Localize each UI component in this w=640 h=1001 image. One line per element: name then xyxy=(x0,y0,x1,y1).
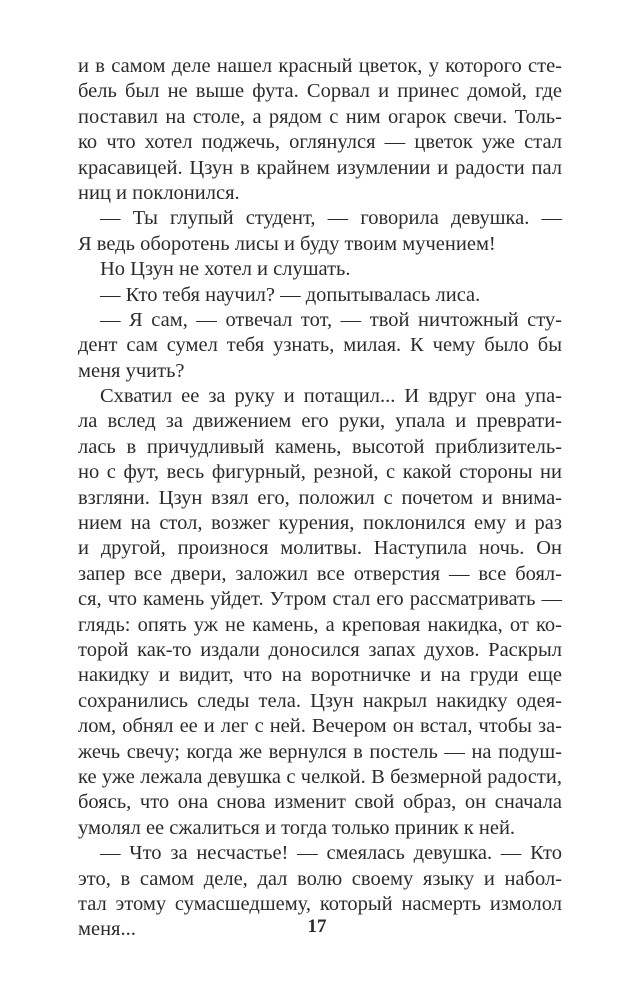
text-line: ке уже лежала девушка с челкой. В безмерной радости, xyxy=(78,765,562,788)
text-line: боясь, что она снова изменит свой образ, он сначала xyxy=(78,791,562,814)
text-line: — Ты глупый студент, — говорила девушка. — xyxy=(100,207,562,230)
page-number: 17 xyxy=(307,916,327,937)
text-line: запер все двери, заложил все отверстия — все боял- xyxy=(78,562,562,585)
text-line: поставил на столе, а рядом с ним огарок свечи. Толь- xyxy=(78,105,562,128)
text-line: но с фут, весь фигурный, резной, с какой стороны ни xyxy=(78,461,562,484)
text-line: жечь свечу; когда же вернулся в постель — на подуш- xyxy=(78,740,562,763)
text-line: это, в самом деле, дал волю своему языку и набол- xyxy=(78,867,562,890)
text-line: бель был не выше фута. Сорвал и принес домой, где xyxy=(78,80,562,103)
text-line: дент сам сумел тебя узнать, милая. К чему было бы xyxy=(78,334,562,357)
text-line: Но Цзун не хотел и слушать. xyxy=(100,258,351,281)
text-line: — Кто тебя научил? — допытывалась лиса. xyxy=(100,283,481,306)
text-line: красавицей. Цзун в крайнем изумлении и радости пал xyxy=(78,156,562,179)
text-line: тал этому сумасшедшему, который насмерть измолол xyxy=(78,892,562,915)
text-line: накидку и видит, что на воротничке и на груди еще xyxy=(78,664,562,687)
text-line: лась в причудливый камень, высотой приблизитель- xyxy=(78,435,562,458)
text-line: сохранились следы тела. Цзун накрыл накидку одея- xyxy=(78,689,562,712)
text-line: торой как-то издали доносился запах духов. Раскрыл xyxy=(78,638,562,661)
text-line: ся, что камень уйдет. Утром стал его рассматривать — xyxy=(78,588,562,611)
text-line: меня... xyxy=(78,918,136,941)
text-line: ко что хотел поджечь, оглянулся — цветок уже стал xyxy=(78,131,562,154)
text-line: лом, обнял ее и лег с ней. Вечером он встал, чтобы за- xyxy=(78,715,562,738)
text-line: меня учить? xyxy=(78,359,185,382)
text-line: Я ведь оборотень лисы и буду твоим мучением! xyxy=(78,232,496,255)
text-line: — Что за несчастье! — смеялась девушка. — Кто xyxy=(100,842,562,865)
text-line: Схватил ее за руку и потащил... И вдруг она упа- xyxy=(100,385,562,408)
text-line: ла вслед за движением его руки, упала и преврати- xyxy=(78,410,562,433)
text-line: взгляни. Цзун взял его, положил с почетом и внима- xyxy=(78,486,562,509)
text-line: и в самом деле нашел красный цветок, у которого сте- xyxy=(78,55,562,77)
text-line: — Я сам, — отвечал тот, — твой ничтожный сту- xyxy=(100,308,562,331)
text-line: умолял ее сжалиться и тогда только приник к ней. xyxy=(78,816,516,839)
text-line: и другой, произнося молитвы. Наступила ночь. Он xyxy=(78,537,562,560)
text-line: ниц и поклонился. xyxy=(78,181,240,204)
text-line: глядь: опять уж не камень, а креповая накидка, от ко- xyxy=(78,613,562,636)
text-line: нием на стол, возжег курения, поклонился ему и раз xyxy=(78,512,562,535)
page-body-text xyxy=(78,54,562,943)
